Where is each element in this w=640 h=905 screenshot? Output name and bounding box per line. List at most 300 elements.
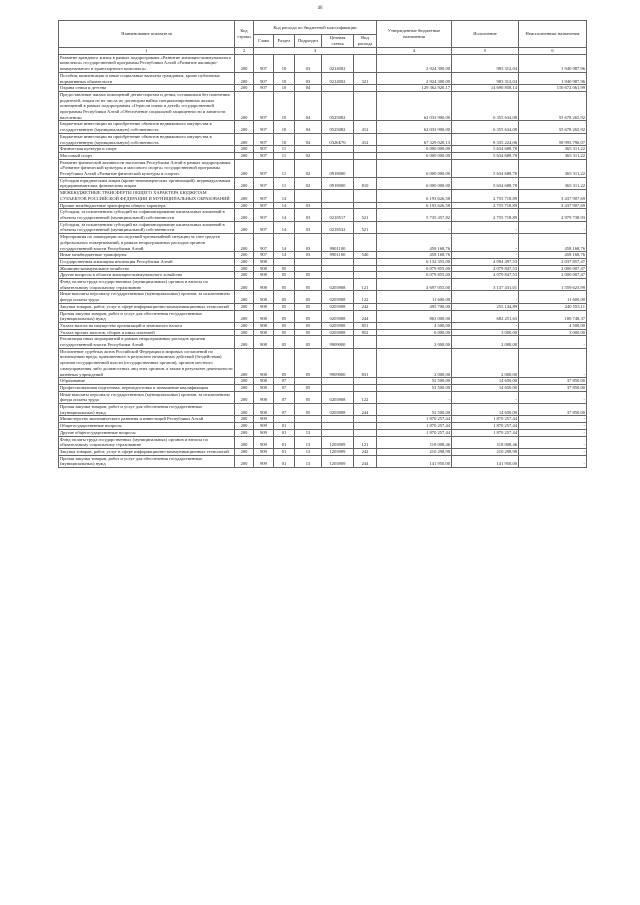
row-expense-type: [354, 146, 377, 153]
row-line-code: 200: [235, 202, 254, 209]
table-row: [59, 177, 587, 189]
table-row: [59, 449, 587, 456]
row-subsection: 13: [295, 429, 322, 436]
row-approved: 2 000,00: [377, 348, 452, 378]
row-approved: 4 500,00: [377, 322, 452, 329]
table-row: [59, 404, 587, 416]
row-chapter: 907: [254, 221, 274, 233]
row-section: 11: [274, 146, 295, 153]
row-line-code: 200: [235, 449, 254, 456]
row-approved: 5 735 457,82: [377, 209, 452, 221]
table-row: [59, 54, 587, 72]
row-approved: 4 697 055,00: [377, 279, 452, 291]
row-target-item: 0203908: [322, 279, 354, 291]
row-expense-type: [354, 429, 377, 436]
table-row: [59, 159, 587, 177]
row-section: 01: [274, 436, 295, 448]
row-line-code: 200: [235, 258, 254, 265]
row-executed: 2 755 718,89: [452, 202, 519, 209]
row-line-code: 200: [235, 322, 254, 329]
column-index: 5: [452, 48, 519, 55]
row-section: 05: [274, 336, 295, 348]
row-executed: 14 650,00: [452, 378, 519, 385]
row-chapter: 908: [254, 279, 274, 291]
row-unexecuted: 240 555,11: [519, 303, 587, 310]
row-target-item: [322, 384, 354, 391]
row-name: Бюджетные инвестиции на приобретение объектов недвижимого имущества в государственную (муниципальную) собственность: [59, 133, 235, 145]
row-unexecuted: 11 600,00: [519, 291, 587, 303]
row-executed: 1 870 257,44: [452, 429, 519, 436]
row-executed: 5 634 688,78: [452, 159, 519, 177]
row-subsection: 05: [295, 310, 322, 322]
row-subsection: 04: [295, 133, 322, 145]
row-executed: 4 079 847,53: [452, 272, 519, 279]
row-name: Фонд оплаты труда государственных (муниципальных) органов и взносы по обязательному социальному страхованию: [59, 436, 235, 448]
row-section: 14: [274, 221, 295, 233]
row-subsection: 05: [295, 404, 322, 416]
row-subsection: 03: [295, 54, 322, 72]
table-row: [59, 436, 587, 448]
row-section: 07: [274, 378, 295, 385]
row-name: Охрана семьи и детства: [59, 85, 235, 92]
row-target-item: [322, 378, 354, 385]
row-unexecuted: -: [519, 348, 587, 378]
row-unexecuted: 3 437 907,69: [519, 190, 587, 202]
row-chapter: 907: [254, 190, 274, 202]
row-section: 01: [274, 449, 295, 456]
row-unexecuted: -: [519, 336, 587, 348]
column-index: 3: [254, 48, 377, 55]
row-unexecuted: -: [519, 429, 587, 436]
row-chapter: 907: [254, 159, 274, 177]
row-line-code: 200: [235, 336, 254, 348]
row-chapter: 908: [254, 291, 274, 303]
row-approved: 863 000,00: [377, 310, 452, 322]
row-unexecuted: 365 311,22: [519, 152, 587, 159]
header-name: Наименование показателя: [59, 21, 235, 48]
table-row: [59, 202, 587, 209]
row-target-item: [322, 190, 354, 202]
row-chapter: 909: [254, 423, 274, 430]
row-executed: 983 312,04: [452, 54, 519, 72]
row-chapter: 907: [254, 121, 274, 133]
row-executed: 210 298,98: [452, 449, 519, 456]
row-section: 14: [274, 209, 295, 221]
row-target-item: 0203908: [322, 303, 354, 310]
row-line-code: 200: [235, 329, 254, 336]
row-name: Государственная жилищная инспекция Республики Алтай: [59, 258, 235, 265]
row-expense-type: 412: [354, 121, 377, 133]
row-target-item: [322, 152, 354, 159]
row-section: 14: [274, 190, 295, 202]
row-target-item: [322, 146, 354, 153]
row-subsection: [295, 190, 322, 202]
row-name: Жилищно-коммунальное хозяйство: [59, 265, 235, 272]
row-unexecuted: 4 500,00: [519, 322, 587, 329]
row-executed: 255 144,89: [452, 303, 519, 310]
row-subsection: 02: [295, 159, 322, 177]
row-executed: -: [452, 291, 519, 303]
row-expense-type: 244: [354, 404, 377, 416]
row-executed: -: [452, 322, 519, 329]
row-chapter: 907: [254, 85, 274, 92]
row-line-code: 200: [235, 133, 254, 145]
row-executed: 6 355 634,08: [452, 91, 519, 121]
row-subsection: 03: [295, 221, 322, 233]
row-line-code: 200: [235, 146, 254, 153]
row-line-code: 200: [235, 72, 254, 84]
row-chapter: 908: [254, 378, 274, 385]
row-name: Субсидии, за исключением субсидий на софинансирование капитальных вложений в объекты государственной (муниципальной) собственности: [59, 221, 235, 233]
row-subsection: 05: [295, 384, 322, 391]
row-chapter: 907: [254, 202, 274, 209]
row-approved: 6 079 855,00: [377, 265, 452, 272]
row-unexecuted: 365 311,22: [519, 146, 587, 153]
table-row: [59, 272, 587, 279]
row-expense-type: 242: [354, 303, 377, 310]
row-target-item: 1203909: [322, 449, 354, 456]
row-line-code: 200: [235, 272, 254, 279]
row-name: Бюджетные инвестиции на приобретение объектов недвижимого имущества в государственную (муниципальную) собственность: [59, 121, 235, 133]
row-approved: 6 000 000,00: [377, 159, 452, 177]
table-row: [59, 310, 587, 322]
header-section: Раздел: [274, 35, 295, 48]
row-unexecuted: 58 993 796,07: [519, 133, 587, 145]
table-row: [59, 279, 587, 291]
header-expense-code: Код расхода по бюджетной классификации: [254, 21, 377, 35]
row-name: Уплата прочих налогов, сборов и иных платежей: [59, 329, 235, 336]
row-line-code: 200: [235, 234, 254, 252]
table-row: [59, 258, 587, 265]
row-chapter: 907: [254, 234, 274, 252]
row-subsection: 05: [295, 322, 322, 329]
row-expense-type: 121: [354, 436, 377, 448]
row-executed: -: [452, 252, 519, 259]
row-subsection: 03: [295, 202, 322, 209]
row-executed: 983 312,04: [452, 72, 519, 84]
row-chapter: 908: [254, 391, 274, 403]
row-line-code: 200: [235, 152, 254, 159]
row-expense-type: [354, 234, 377, 252]
row-approved: 6 000,00: [377, 329, 452, 336]
row-section: 14: [274, 252, 295, 259]
row-chapter: 909: [254, 416, 274, 423]
row-subsection: 13: [295, 449, 322, 456]
row-subsection: 02: [295, 152, 322, 159]
row-unexecuted: 3 000,00: [519, 329, 587, 336]
table-row: [59, 265, 587, 272]
row-unexecuted: 365 311,22: [519, 159, 587, 177]
row-name: Развитие арендного жилья в рамках подпрограммы «Развитие жилищно-коммунального комплекса» государственной программы Республики Алтай «Развитие жилищно-коммунального и транспортного комплекса»: [59, 54, 235, 72]
row-subsection: 04: [295, 85, 322, 92]
row-target-item: [322, 272, 354, 279]
row-chapter: 907: [254, 54, 274, 72]
table-row: [59, 303, 587, 310]
row-approved: 118 008,46: [377, 436, 452, 448]
row-expense-type: 540: [354, 252, 377, 259]
row-executed: 5 634 688,78: [452, 146, 519, 153]
row-chapter: 907: [254, 209, 274, 221]
row-approved: 52 500,00: [377, 384, 452, 391]
row-name: Мероприятия по ликвидации последствий чрезвычайной ситуации за счет средств добровольных пожертвований, в рамках непрограммных расходов органов государственной власти Республики Алтай: [59, 234, 235, 252]
row-section: 07: [274, 391, 295, 403]
row-line-code: 200: [235, 416, 254, 423]
row-name: Прочая закупка товаров, работ и услуг для обеспечения государственных (муниципальных) нужд: [59, 404, 235, 416]
row-line-code: 200: [235, 455, 254, 467]
row-line-code: 200: [235, 423, 254, 430]
row-chapter: 908: [254, 265, 274, 272]
row-unexecuted: 458 168,76: [519, 252, 587, 259]
row-expense-type: 121: [354, 279, 377, 291]
row-expense-type: [354, 336, 377, 348]
row-approved: 6 132 355,00: [377, 258, 452, 265]
table-row: [59, 146, 587, 153]
table-row: [59, 348, 587, 378]
row-approved: 52 500,00: [377, 378, 452, 385]
row-line-code: 200: [235, 391, 254, 403]
row-line-code: 200: [235, 190, 254, 202]
row-name: Иные выплаты персоналу государственных (муниципальных) органов, за исключением фонда оплаты труда: [59, 291, 235, 303]
budget-execution-table: [58, 20, 587, 468]
row-executed: 14 650,00: [452, 404, 519, 416]
row-section: 05: [274, 329, 295, 336]
row-executed: 4 079 847,53: [452, 265, 519, 272]
row-unexecuted: 1 940 987,96: [519, 54, 587, 72]
row-target-item: 0214002: [322, 54, 354, 72]
row-section: 10: [274, 54, 295, 72]
row-expense-type: 244: [354, 455, 377, 467]
row-section: 05: [274, 272, 295, 279]
row-name: Субсидии, за исключением субсидий на софинансирование капитальных вложений в объекты государственной (муниципальной) собственности: [59, 209, 235, 221]
table-row: [59, 91, 587, 121]
row-section: 05: [274, 279, 295, 291]
row-approved: 1 870 257,44: [377, 423, 452, 430]
row-target-item: 9909000: [322, 348, 354, 378]
row-executed: -: [452, 391, 519, 403]
header-expense-type: Вид расхода: [354, 35, 377, 48]
row-target-item: 0203908: [322, 329, 354, 336]
row-section: 01: [274, 455, 295, 467]
row-expense-type: 244: [354, 310, 377, 322]
row-target-item: 9901100: [322, 234, 354, 252]
row-name: Закупка товаров, работ, услуг в сфере информационно-коммуникационных технологий: [59, 449, 235, 456]
row-expense-type: 852: [354, 329, 377, 336]
row-unexecuted: 55 678 265,92: [519, 121, 587, 133]
table-row: [59, 423, 587, 430]
row-name: Образование: [59, 378, 235, 385]
row-target-item: 0218532: [322, 221, 354, 233]
row-name: Развитие физической активности населения Республики Алтай в рамках подпрограммы «Развитие физической культуры и массового спорта» государственной программы Республики Алтай «Развитие физической культуры и спорта»: [59, 159, 235, 177]
row-expense-type: 242: [354, 449, 377, 456]
table-row: [59, 221, 587, 233]
row-section: [274, 416, 295, 423]
row-line-code: 200: [235, 91, 254, 121]
row-chapter: 909: [254, 436, 274, 448]
row-target-item: [322, 202, 354, 209]
row-approved: 6 193 626,58: [377, 202, 452, 209]
row-line-code: 200: [235, 404, 254, 416]
row-expense-type: [354, 265, 377, 272]
row-approved: 210 298,98: [377, 449, 452, 456]
row-subsection: 13: [295, 455, 322, 467]
row-subsection: 05: [295, 303, 322, 310]
row-line-code: 200: [235, 291, 254, 303]
row-line-code: 200: [235, 85, 254, 92]
row-subsection: 05: [295, 391, 322, 403]
row-approved: 458 168,76: [377, 252, 452, 259]
row-unexecuted: 2 037 857,47: [519, 258, 587, 265]
row-chapter: 907: [254, 152, 274, 159]
row-name: Физическая культура и спорт: [59, 146, 235, 153]
row-approved: 1 870 257,44: [377, 429, 452, 436]
row-unexecuted: -: [519, 391, 587, 403]
row-expense-type: 521: [354, 209, 377, 221]
row-target-item: 1203909: [322, 455, 354, 467]
row-subsection: [295, 146, 322, 153]
table-row: [59, 291, 587, 303]
row-unexecuted: -: [519, 436, 587, 448]
row-section: 10: [274, 72, 295, 84]
row-name: Другие общегосударственные вопросы: [59, 429, 235, 436]
row-approved: 6 079 855,00: [377, 272, 452, 279]
row-subsection: 13: [295, 436, 322, 448]
row-approved: 2 924 300,00: [377, 54, 452, 72]
row-expense-type: 412: [354, 133, 377, 145]
table-row: [59, 429, 587, 436]
row-name: МЕЖБЮДЖЕТНЫЕ ТРАНСФЕРТЫ ОБЩЕГО ХАРАКТЕРА БЮДЖЕТАМ СУБЪЕКТОВ РОССИЙСКОЙ ФЕДЕРАЦИИ И МУНИЦИПАЛЬНЫХ ОБРАЗОВАНИЙ: [59, 190, 235, 202]
row-subsection: 03: [295, 72, 322, 84]
row-section: 14: [274, 234, 295, 252]
row-name: Субсидии юридическим лицам (кроме некоммерческих организаций), индивидуальным предпринимателям, физическим лицам: [59, 177, 235, 189]
row-expense-type: 851: [354, 322, 377, 329]
row-name: Предоставление жилых помещений детям-сиротам и детям, оставшимся без попечения родителей, лицам из их числа по договорам найма специализированных жилых помещений в рамках подпрограммы «Отрасли опеки и детей» государственной программы Республики Алтай «Обеспечение социальной защищенности и занятости населения»: [59, 91, 235, 121]
column-index: 6: [519, 48, 587, 55]
header-approved: Утвержденные бюджетные назначения: [377, 21, 452, 48]
row-name: Закупка товаров, работ, услуг в сфере информационно-коммуникационных технологий: [59, 303, 235, 310]
row-section: 01: [274, 423, 295, 430]
row-section: 14: [274, 202, 295, 209]
row-subsection: [295, 265, 322, 272]
row-line-code: 200: [235, 436, 254, 448]
row-section: 05: [274, 265, 295, 272]
row-chapter: 907: [254, 146, 274, 153]
header-chapter: Глава: [254, 35, 274, 48]
row-target-item: 0203908: [322, 310, 354, 322]
row-section: 10: [274, 91, 295, 121]
row-section: 07: [274, 404, 295, 416]
row-name: Реализация иных мероприятий в рамках непрограммных расходов органов государственной власти Республики Алтай: [59, 336, 235, 348]
row-approved: 2 000,00: [377, 336, 452, 348]
row-expense-type: [354, 272, 377, 279]
row-target-item: [322, 265, 354, 272]
row-approved: -: [377, 221, 452, 233]
row-chapter: 908: [254, 348, 274, 378]
row-unexecuted: 37 850,00: [519, 384, 587, 391]
row-approved: 67 329 020,13: [377, 133, 452, 145]
row-subsection: 05: [295, 272, 322, 279]
row-target-item: 0918000: [322, 177, 354, 189]
row-unexecuted: 1 559 623,99: [519, 279, 587, 291]
row-section: 11: [274, 177, 295, 189]
row-approved: 2 924 300,00: [377, 72, 452, 84]
row-expense-type: [354, 258, 377, 265]
row-approved: 458 168,76: [377, 234, 452, 252]
row-section: [274, 258, 295, 265]
row-approved: 11 600,00: [377, 291, 452, 303]
row-executed: 682 251,63: [452, 310, 519, 322]
row-expense-type: [354, 159, 377, 177]
row-name: Исполнение судебных актов Российской Федерации и мировых соглашений по возмещению вреда, причиненного в результате незаконных действий (бездействия) органов государственной власти (государственных органов), органов местного самоуправления либо должностных лиц этих органов, а также в результате деятельности казенных учреждений: [60, 348, 233, 377]
row-subsection: 03: [295, 234, 322, 252]
table-row: [59, 152, 587, 159]
row-target-item: [322, 85, 354, 92]
row-approved: 52 500,00: [377, 404, 452, 416]
row-executed: 5 634 688,78: [452, 152, 519, 159]
header-subsection: Подраздел: [295, 35, 322, 48]
row-chapter: 908: [254, 310, 274, 322]
row-chapter: 908: [254, 303, 274, 310]
column-index: 2: [235, 48, 254, 55]
row-expense-type: 831: [354, 348, 377, 378]
row-line-code: 200: [235, 384, 254, 391]
row-target-item: [322, 423, 354, 430]
row-section: 10: [274, 85, 295, 92]
row-target-item: [322, 429, 354, 436]
row-approved: 495 700,00: [377, 303, 452, 310]
table-row: [59, 378, 587, 385]
row-approved: 141 950,00: [377, 455, 452, 467]
row-target-item: 0203908: [322, 404, 354, 416]
row-executed: 8 335 224,06: [452, 133, 519, 145]
row-section: 05: [274, 303, 295, 310]
row-line-code: 200: [235, 121, 254, 133]
row-name: Другие вопросы в области жилищно-коммунального хозяйства: [59, 272, 235, 279]
row-target-item: [322, 416, 354, 423]
row-executed: 2 000,00: [452, 348, 519, 378]
row-section: 07: [274, 384, 295, 391]
row-approved: 62 033 900,00: [377, 121, 452, 133]
row-section: 05: [274, 322, 295, 329]
row-approved: 6 000 000,00: [377, 177, 452, 189]
row-expense-type: [354, 384, 377, 391]
row-executed: 1 870 257,44: [452, 416, 519, 423]
row-chapter: 908: [254, 329, 274, 336]
header-executed: Исполнение: [452, 21, 519, 48]
row-name: Иные выплаты персоналу государственных (муниципальных) органов, за исключением фонда оплаты труда: [59, 391, 235, 403]
table-row: [59, 121, 587, 133]
table-row: [59, 190, 587, 202]
table-row: [59, 336, 587, 348]
row-executed: 1 870 257,44: [452, 423, 519, 430]
row-expense-type: 810: [354, 177, 377, 189]
table-row: [59, 252, 587, 259]
row-unexecuted: 37 850,00: [519, 404, 587, 416]
row-executed: 2 755 718,89: [452, 209, 519, 221]
row-chapter: 907: [254, 133, 274, 145]
row-target-item: [322, 258, 354, 265]
row-executed: -: [452, 234, 519, 252]
table-row: [59, 329, 587, 336]
row-expense-type: [354, 202, 377, 209]
row-chapter: 907: [254, 91, 274, 121]
row-chapter: 907: [254, 252, 274, 259]
row-chapter: 908: [254, 322, 274, 329]
row-expense-type: 521: [354, 221, 377, 233]
row-expense-type: [354, 378, 377, 385]
table-row: [59, 85, 587, 92]
header-line-code: Код строки: [235, 21, 254, 48]
row-unexecuted: 55 678 265,92: [519, 91, 587, 121]
